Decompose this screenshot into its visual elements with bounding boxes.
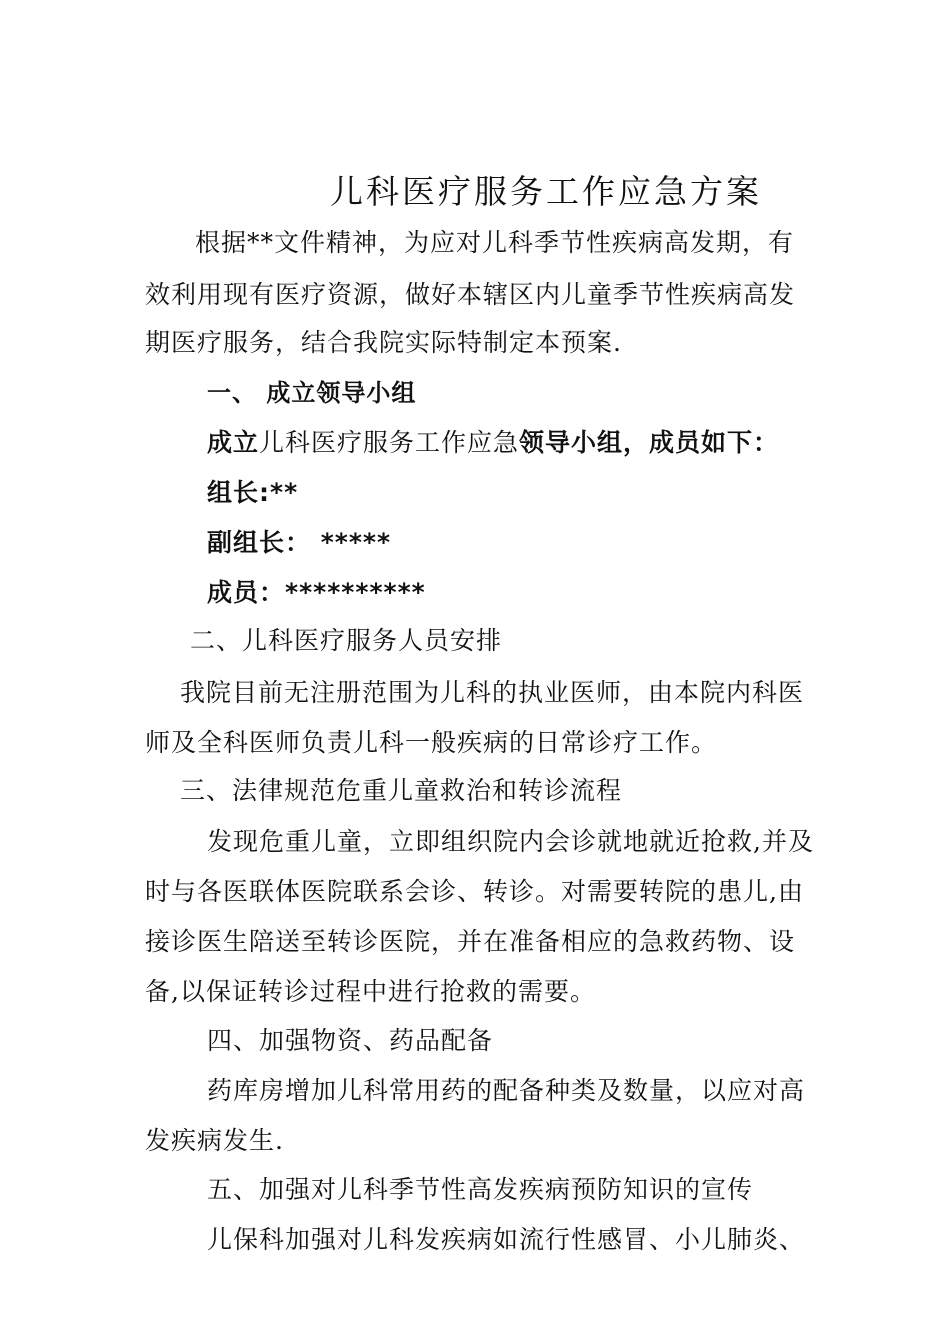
members-line: 成员：********** (207, 578, 426, 607)
section-1-intro-middle: 儿科医疗服务工作应急 (259, 428, 520, 457)
section-3-body-line-4: 备,以保证转诊过程中进行抢救的需要。 (145, 977, 596, 1006)
section-4-body-line-2: 发疾病发生. (145, 1126, 284, 1155)
section-1-intro-prefix: 成立 (207, 428, 260, 457)
section-1-intro-suffix: 领导小组，成员如下： (519, 428, 780, 457)
section-1-intro-line (207, 428, 779, 458)
section-5-body-line-1: 儿保科加强对儿科发疾病如流行性感冒、小儿肺炎、 (207, 1225, 806, 1254)
section-2-heading: 二、儿科医疗服务人员安排 (190, 626, 503, 655)
section-3-heading: 三、法律规范危重儿童救治和转诊流程 (180, 776, 623, 805)
section-4-heading: 四、加强物资、药品配备 (207, 1026, 494, 1055)
intro-line-1: 根据**文件精神，为应对儿科季节性疾病高发期，有 (195, 228, 795, 257)
section-3-body-line-3: 接诊医生陪送至转诊医院，并在准备相应的急救药物、设 (145, 927, 796, 956)
deputy-leader-line: 副组长： ***** (207, 528, 392, 557)
section-2-body-line-1: 我院目前无注册范围为儿科的执业医师，由本院内科医 (180, 678, 805, 707)
section-4-body-line-1: 药库房增加儿科常用药的配备种类及数量，以应对高 (207, 1076, 806, 1105)
leader-line: 组长:** (207, 478, 299, 507)
document-title: 儿科医疗服务工作应急方案 (330, 172, 762, 211)
section-2-body-line-2: 师及全科医师负责儿科一般疾病的日常诊疗工作。 (145, 728, 718, 757)
intro-line-3: 期医疗服务，结合我院实际特制定本预案. (145, 328, 622, 357)
section-3-body-line-1: 发现危重儿童，立即组织院内会诊就地就近抢救,并及 (207, 827, 814, 856)
intro-line-2: 效利用现有医疗资源，做好本辖区内儿童季节性疾病高发 (145, 280, 796, 309)
section-1-heading: 一、 成立领导小组 (207, 379, 417, 407)
section-3-body-line-2: 时与各医联体医院联系会诊、转诊。对需要转院的患儿,由 (145, 877, 804, 906)
section-5-heading: 五、加强对儿科季节性高发疾病预防知识的宣传 (207, 1175, 754, 1204)
